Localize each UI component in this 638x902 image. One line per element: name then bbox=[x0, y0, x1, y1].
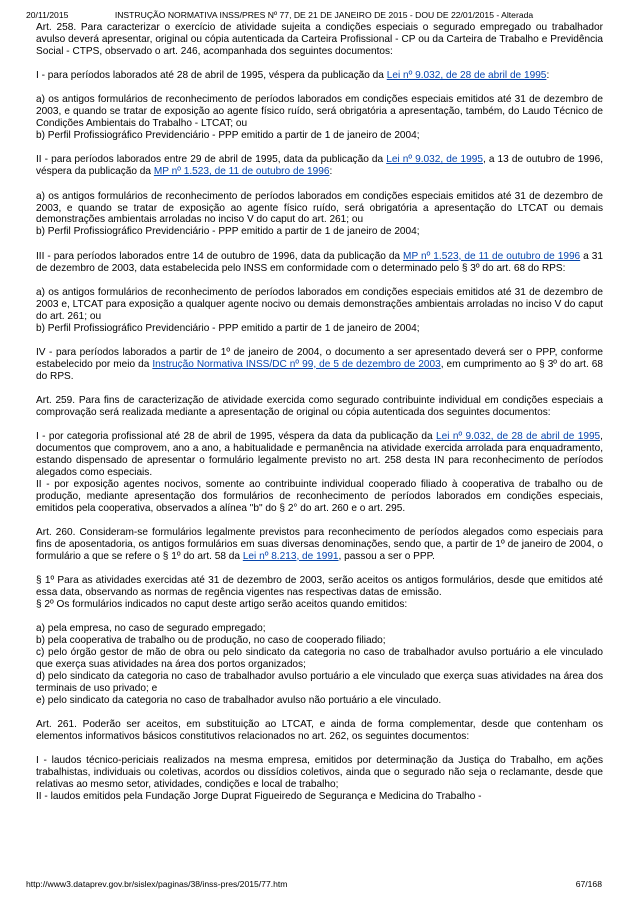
link-mp-1523-1996[interactable]: MP nº 1.523, de 11 de outubro de 1996 bbox=[403, 250, 581, 262]
art-258-item-iii: III - para períodos laborados entre 14 de outubro de 1996, data da publicação da MP nº 1.523, de 11 de outubro de 1996 a 31 de dezembro de 2003, data estabelecida pelo INSS em conformidade com o determinado pelo § 3º do art. 68 do RPS: bbox=[36, 250, 604, 274]
art-258-item-iii-a: a) os antigos formulários de reconhecimento de períodos laborados em condições especiais emitidos até 31 de dezembro de 2003 e, LTCAT para exposição a qualquer agente nocivo ou demais demonstrações ambientais arroladas no inciso V do caput do art. 261; ou bbox=[36, 286, 603, 322]
art-258-item-i-b: b) Perfil Profissiográfico Previdenciário - PPP emitido a partir de 1 de janeiro de 2004; bbox=[36, 130, 420, 142]
art-260-par-2-b: b) pela cooperativa de trabalho ou de produção, no caso de cooperado filiado; bbox=[36, 635, 386, 647]
art-261: Art. 261. Poderão ser aceitos, em substituição ao LTCAT, e ainda de forma complementar, desde que contenham os elementos informativos básicos constitutivos relacionados no art. 262, os seguintes documentos: bbox=[36, 718, 603, 742]
document-title: INSTRUÇÃO NORMATIVA INSS/PRES Nº 77, DE 21 DE JANEIRO DE 2015 - DOU DE 22/01/2015 - Alterada bbox=[114, 10, 534, 20]
source-url: http://www3.dataprev.gov.br/sislex/paginas/38/inss-pres/2015/77.htm bbox=[26, 879, 288, 889]
art-258-item-i-alineas bbox=[36, 94, 603, 142]
link-in-inss-dc-99[interactable]: Instrução Normativa INSS/DC nº 99, de 5 de dezembro de 2003 bbox=[152, 358, 441, 370]
art-261-item-i: I - laudos técnico-periciais realizados na mesma empresa, emitidos por determinação da Justiça do Trabalho, em ações trabalhistas, individuais ou coletivas, acordos ou dissídios coletivos, ainda que o segurado não seja o reclamante, desde que relativas ao mesmo setor, atividades, condições e local de trabalho; bbox=[36, 755, 603, 790]
art-258-item-iv: IV - para períodos laborados a partir de 1º de janeiro de 2004, o documento a ser apresentado deverá ser o PPP, conforme estabelecido por meio da Instrução Normativa INSS/DC nº 99, de 5 de dezembro de 2003, em cumprimento ao § 3º do art. 68 do RPS. bbox=[36, 346, 604, 382]
art-259: Art. 259. Para fins de caracterização de atividade exercida como segurado contribuinte individual em condições especiais a comprovação será realizada mediante a apresentação de original ou cópia autenticada dos seguintes documentos: bbox=[36, 394, 603, 418]
page-header bbox=[26, 9, 602, 21]
art-260-paragraphs bbox=[36, 575, 603, 611]
document-body bbox=[36, 22, 603, 803]
art-259-item-ii: II - por exposição agentes nocivos, somente ao contribuinte individual cooperado filiado à cooperativa de trabalho ou de produção, mediante apresentação dos formulários de reconhecimento de períodos laborados em condições especiais, emitidos pela cooperativa, observados a alínea "b" do § 2° do art. 260 e o art. 295. bbox=[36, 478, 603, 514]
link-lei-9032-1995[interactable]: Lei nº 9.032, de 28 de abril de 1995 bbox=[386, 70, 547, 82]
page-number: 67/168 bbox=[575, 879, 602, 889]
art-261-items bbox=[36, 755, 603, 803]
art-258-item-ii: II - para períodos laborados entre 29 de abril de 1995, data da publicação da Lei nº 9.032, de 1995, a 13 de outubro de 1996, véspera da publicação da MP nº 1.523, de 11 de outubro de 1996: bbox=[36, 154, 604, 178]
art-260-par-2-d: d) pelo sindicato da categoria no caso de trabalhador avulso portuário a ele vinculado que exerça suas atividades na área dos terminais de uso privado; e bbox=[36, 670, 603, 694]
art-259-items bbox=[36, 431, 603, 514]
art-260-par-2-a: a) pela empresa, no caso de segurado empregado; bbox=[36, 623, 266, 635]
art-258-item-ii-alineas bbox=[36, 191, 603, 239]
art-258: Art. 258. Para caracterizar o exercício de atividade sujeita a condições especiais o segurado empregado ou trabalhador avulso deverá apresentar, original ou cópia autenticada da Carteira Profissional - CP ou da Carteira de Trabalho e Previdência Social - CTPS, observado o art. 246, acompanhada dos seguintes documentos: bbox=[36, 22, 603, 57]
art-260-par-2-c: c) pelo órgão gestor de mão de obra ou pelo sindicato da categoria no caso de trabalhador avulso portuário a ele vinculado que exerça suas atividades na área dos portos organizados; bbox=[36, 646, 603, 670]
link-lei-8213-1991[interactable]: Lei nº 8.213, de 1991 bbox=[242, 550, 339, 562]
art-260-par-2: § 2º Os formulários indicados no caput deste artigo serão aceitos quando emitidos: bbox=[36, 598, 408, 610]
art-260-par-1: § 1º Para as atividades exercidas até 31 de dezembro de 2003, serão aceitos os antigos formulários, desde que emitidos até essa data, observando as normas de regência vigentes nas respectivas datas de emissão. bbox=[36, 575, 603, 598]
page-footer bbox=[26, 878, 602, 890]
link-lei-9032-28-abril-1995[interactable]: Lei nº 9.032, de 28 de abril de 1995 bbox=[436, 431, 601, 443]
art-259-item-i: I - por categoria profissional até 28 de abril de 1995, véspera da data da publicação da Lei nº 9.032, de 28 de abril de 1995, documentos que comprovem, ano a ano, a habitualidade e permanência na atividade exercida arrolada para enquadramento, estando dispensado de apresentar o formulário legalmente previsto no art. 258 desta IN para reconhecimento de períodos alegados como especiais. bbox=[36, 431, 603, 478]
art-260-par-2-alineas bbox=[36, 623, 603, 706]
print-date: 20/11/2015 bbox=[26, 10, 69, 20]
link-mp-1523[interactable]: MP nº 1.523, de 11 de outubro de 1996 bbox=[153, 166, 330, 178]
art-258-item-ii-a: a) os antigos formulários de reconhecimento de períodos laborados em condições especiais emitidos até 31 de dezembro de 2003, e quando se tratar de exposição ao agente físico ruído, será obrigatória a apresentação do LTCAT ou demais demonstrações ambientais arroladas no inciso V do caput do art. 261; ou bbox=[36, 190, 603, 226]
art-261-item-ii: II - laudos emitidos pela Fundação Jorge Duprat Figueiredo de Segurança e Medicina do Trabalho - bbox=[36, 790, 482, 802]
art-258-item-ii-b: b) Perfil Profissiográfico Previdenciário - PPP emitido a partir de 1 de janeiro de 2004; bbox=[36, 226, 420, 238]
art-260: Art. 260. Consideram-se formulários legalmente previstos para reconhecimento de períodos alegados como especiais para fins de aposentadoria, os antigos formulários em suas diversas denominações, sendo que, a partir de 1º de janeiro de 2004, o formulário a que se refere o § 1º do art. 58 da Lei nº 8.213, de 1991, passou a ser o PPP. bbox=[36, 526, 603, 562]
art-258-item-i: I - para períodos laborados até 28 de abril de 1995, véspera da publicação da Lei nº 9.032, de 28 de abril de 1995: bbox=[36, 70, 550, 82]
link-lei-9032[interactable]: Lei nº 9.032, de 1995 bbox=[386, 154, 483, 166]
art-258-item-iii-b: b) Perfil Profissiográfico Previdenciário - PPP emitido a partir de 1 de janeiro de 2004; bbox=[36, 322, 420, 334]
art-258-item-iii-alineas bbox=[36, 287, 603, 335]
art-260-par-2-e: e) pelo sindicato da categoria no caso de trabalhador avulso não portuário a ele vinculado. bbox=[36, 694, 442, 706]
art-258-item-i-a: a) os antigos formulários de reconhecimento de períodos laborados em condições especiais emitidos até 31 de dezembro de 2003, e quando se tratar de exposição ao agente físico ruído, será obrigatória a apresentação, também, do Laudo Técnico de Condições Ambientais do Trabalho - LTCAT; ou bbox=[36, 94, 603, 130]
